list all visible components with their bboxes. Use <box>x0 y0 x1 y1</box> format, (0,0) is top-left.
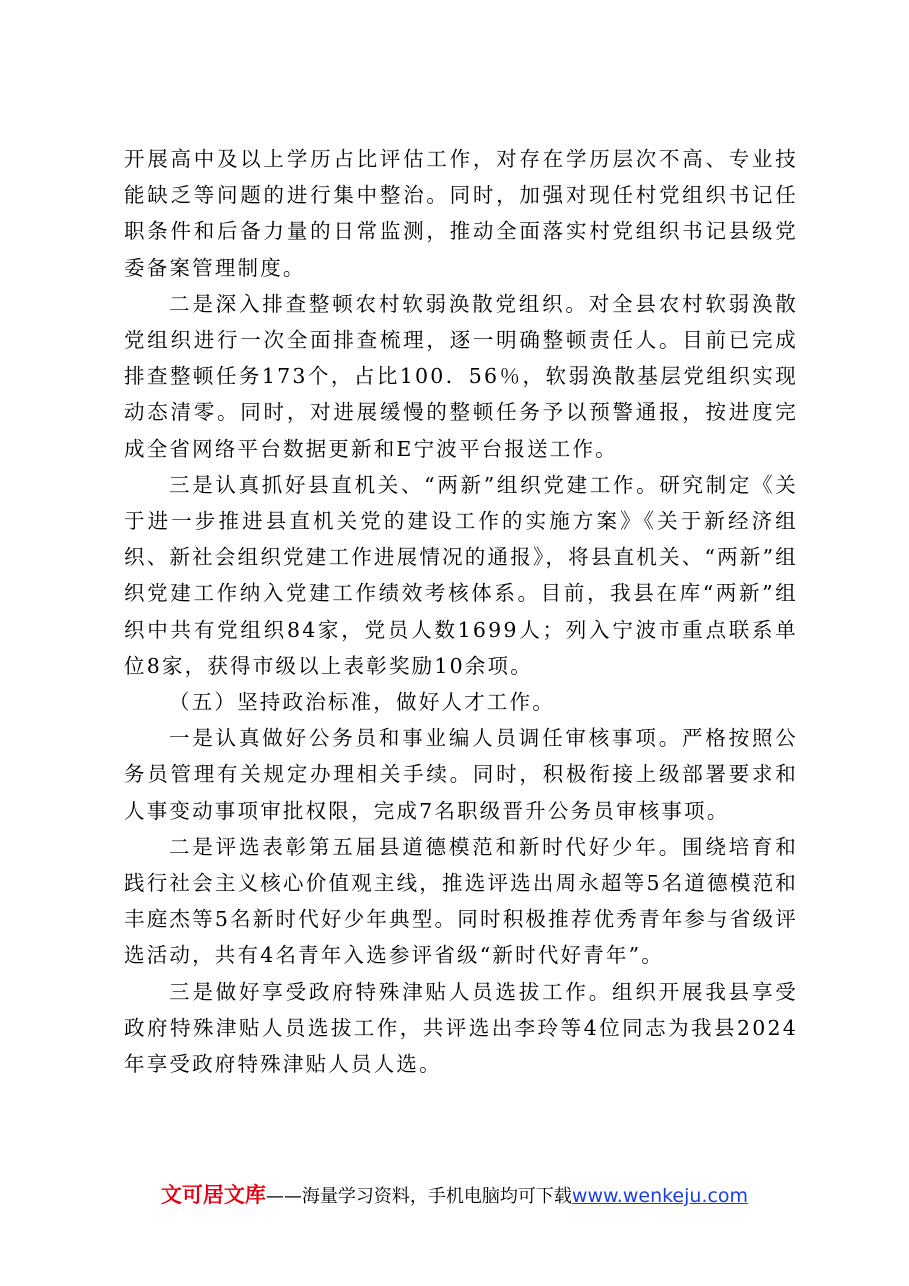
paragraph-5: 一是认真做好公务员和事业编人员调任审核事项。严格按照公务员管理有关规定办理相关手续。同时，积极衔接上级部署要求和人事变动事项审批权限，完成7名职级晋升公务员审核事项。 <box>124 726 798 823</box>
paragraph-3: 三是认真抓好县直机关、“两新”组织党建工作。研究制定《关于进一步推进县直机关党的建设工作的实施方案》《关于新经济组织、新社会组织党建工作进展情况的通报》，将县直机关、“两新”组织党建工作纳入党建工作绩效考核体系。目前，我县在库“两新”组织中共有党组织84家，党员人数1699人；列入宁波市重点联系单位8家，获得市级以上表彰奖励10余项。 <box>124 472 798 678</box>
paragraph-1: 开展高中及以上学历占比评估工作，对存在学历层次不高、专业技能缺乏等问题的进行集中整治。同时，加强对现任村党组织书记任职条件和后备力量的日常监测，推动全面落实村党组织书记县级党委备案管理制度。 <box>124 147 798 280</box>
footer-slogan: ——海量学习资料，手机电脑均可下载 <box>265 1186 572 1207</box>
document-body <box>124 141 798 1082</box>
paragraph-6: 二是评选表彰第五届县道德模范和新时代好少年。围绕培育和践行社会主义核心价值观主线，推选评选出周永超等5名道德模范和丰庭杰等5名新时代好少年典型。同时积极推荐优秀青年参与省级评选活动，共有4名青年入选参评省级“新时代好青年”。 <box>124 834 798 968</box>
paragraph-2: 二是深入排查整顿农村软弱涣散党组织。对全县农村软弱涣散党组织进行一次全面排查梳理，逐一明确整顿责任人。目前已完成排查整顿任务173个，占比100．56％，软弱涣散基层党组织实现动态清零。同时，对进展缓慢的整顿任务予以预警通报，按进度完成全省网络平台数据更新和E宁波平台报送工作。 <box>124 291 798 461</box>
section-heading: （五）坚持政治标准，做好人才工作。 <box>169 690 555 715</box>
paragraph-7: 三是做好享受政府特殊津贴人员选拔工作。组织开展我县享受政府特殊津贴人员选拔工作，共评选出李玲等4位同志为我县2024年享受政府特殊津贴人员人选。 <box>124 979 798 1077</box>
footer-banner <box>0 1183 909 1209</box>
footer-link[interactable]: www.wenkeju.com <box>571 1185 749 1207</box>
footer-brand: 文可居文库 <box>160 1183 266 1207</box>
